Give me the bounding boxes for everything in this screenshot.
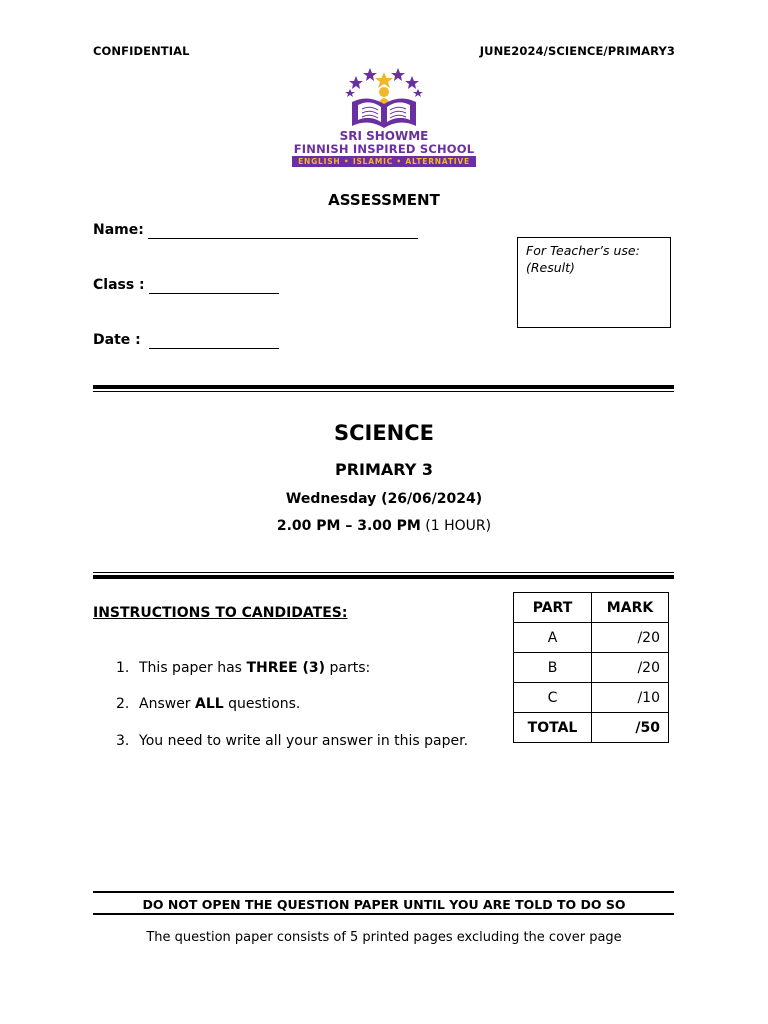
instruction-emphasis: THREE (3) (246, 660, 326, 676)
level-title: PRIMARY 3 (334, 460, 434, 479)
assessment-title: ASSESSMENT (328, 191, 440, 209)
instruction-text: questions. (223, 696, 301, 712)
teacher-box-label: For Teacher’s use: (526, 243, 640, 258)
table-header-row (514, 593, 669, 623)
header-paper-code: JUNE2024/SCIENCE/PRIMARY3 (479, 44, 675, 58)
part-cell: C (514, 683, 592, 713)
marks-table (513, 592, 669, 743)
mark-cell[interactable]: /10 (592, 683, 669, 713)
instruction-item (116, 696, 300, 712)
table-row (514, 623, 669, 653)
warning-text: DO NOT OPEN THE QUESTION PAPER UNTIL YOU ARE TOLD TO DO SO (142, 897, 626, 912)
teacher-use-box (517, 237, 671, 328)
instruction-text: Answer (139, 696, 196, 712)
divider-thick (93, 575, 674, 579)
logo-tagline: ENGLISH • ISLAMIC • ALTERNATIVE (292, 156, 476, 167)
table-row (514, 683, 669, 713)
instruction-item (116, 660, 370, 676)
exam-time-range: 2.00 PM – 3.00 PM (276, 518, 421, 534)
table-total-row (514, 713, 669, 743)
header-mark: MARK (592, 593, 669, 623)
date-field[interactable] (149, 332, 279, 349)
instruction-text: You need to write all your answer in this paper. (139, 733, 469, 749)
instruction-text: parts: (325, 660, 371, 676)
book-stars-icon (288, 62, 480, 132)
logo-school-name: SRI SHOWME (339, 129, 429, 143)
divider-thick (93, 385, 674, 389)
mark-cell[interactable]: /20 (592, 653, 669, 683)
name-field[interactable] (148, 222, 418, 239)
divider-thin (93, 391, 674, 392)
teacher-box-result-label: (Result) (526, 260, 575, 275)
divider-thin (93, 572, 674, 573)
instruction-number: 1. (116, 660, 130, 676)
exam-duration: (1 HOUR) (425, 518, 492, 534)
school-logo (288, 62, 480, 166)
class-label: Class : (93, 277, 145, 293)
divider-thin (93, 913, 674, 915)
exam-date: Wednesday (26/06/2024) (285, 491, 483, 507)
instruction-emphasis: ALL (195, 696, 224, 712)
logo-school-subtitle: FINNISH INSPIRED SCHOOL (293, 142, 475, 156)
divider-thin (93, 891, 674, 893)
part-cell: B (514, 653, 592, 683)
instruction-text: This paper has (139, 660, 247, 676)
instruction-number: 3. (116, 733, 130, 749)
header-confidential: CONFIDENTIAL (93, 44, 190, 58)
total-label-cell: TOTAL (514, 713, 592, 743)
class-field[interactable] (149, 277, 279, 294)
date-label: Date : (93, 332, 141, 348)
exam-time (0, 518, 768, 534)
mark-cell[interactable]: /20 (592, 623, 669, 653)
page-count-note: The question paper consists of 5 printed pages excluding the cover page (146, 930, 622, 945)
total-mark-cell[interactable]: /50 (592, 713, 669, 743)
instruction-item (116, 733, 468, 749)
header-part: PART (514, 593, 592, 623)
instruction-number: 2. (116, 696, 130, 712)
subject-title: SCIENCE (333, 421, 435, 445)
instructions-title: INSTRUCTIONS TO CANDIDATES: (93, 605, 348, 621)
name-label: Name: (93, 222, 144, 238)
table-row (514, 653, 669, 683)
part-cell: A (514, 623, 592, 653)
